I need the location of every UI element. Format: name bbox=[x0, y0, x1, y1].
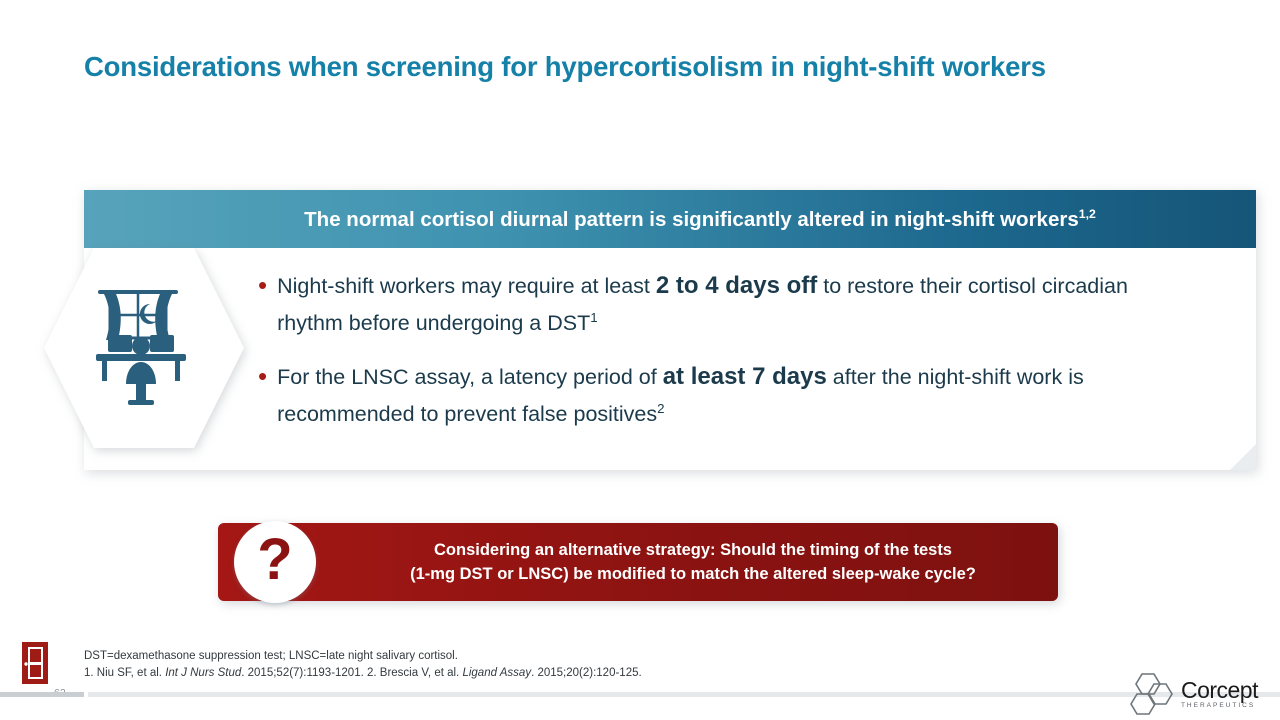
corcept-logo bbox=[1129, 672, 1258, 716]
question-banner bbox=[218, 523, 1058, 601]
card-header-text: The normal cortisol diurnal pattern is significantly altered in night-shift workers$^{1,2}$ bbox=[304, 206, 1096, 231]
bullet-emphasis: 2 to 4 days off bbox=[655, 272, 818, 299]
night-shift-worker-icon bbox=[44, 248, 244, 448]
footnotes bbox=[84, 648, 984, 682]
abbreviations-line: DST=dexamethasone suppression test; LNSC=late night salivary cortisol. bbox=[84, 650, 458, 662]
bullet-superscript: 1 bbox=[590, 310, 598, 325]
bullet-text: For the LNSC assay, a latency period of at least 7 days after the night-shift work is recommended to prevent false positives$^2$ bbox=[277, 363, 1084, 427]
card-header-superscript: 1,2 bbox=[1078, 206, 1096, 221]
logo-text bbox=[1180, 676, 1258, 710]
page-title: Considerations when screening for hypercortisolism in night-shift workers bbox=[84, 51, 1046, 82]
card-folded-corner bbox=[1230, 444, 1256, 470]
hexagon-logo-icon bbox=[1129, 673, 1177, 715]
bullet-list bbox=[258, 270, 1198, 452]
door-icon bbox=[16, 640, 56, 686]
reference-journal-1: Int J Nurs Stud bbox=[165, 667, 242, 679]
question-banner-text: Considering an alternative strategy: Should the timing of the tests (1-mg DST or LNSC) be modified to match the altered sleep-wake cycle? bbox=[410, 541, 976, 583]
bullet-emphasis: at least 7 days bbox=[662, 363, 827, 391]
question-mark-icon bbox=[234, 521, 316, 603]
hexagon-badge bbox=[44, 248, 244, 448]
bullet-superscript: 2 bbox=[657, 401, 665, 417]
footer-strip-left bbox=[0, 692, 84, 697]
bullet-dot-icon: • bbox=[258, 270, 268, 300]
card-header-band bbox=[84, 190, 1256, 248]
bullet-dot-icon: • bbox=[258, 361, 268, 392]
reference-journal-2: Ligand Assay bbox=[462, 667, 532, 679]
list-item bbox=[258, 361, 1198, 430]
question-mark-glyph: ? bbox=[257, 527, 293, 592]
references-line: 1. Niu SF, et al. Int J Nurs Stud. 2015;52(7):1193-1201. 2. Brescia V, et al. Ligand Assay. 2015;20(2):120-125. bbox=[84, 667, 642, 679]
footer-strip-right bbox=[88, 692, 1280, 697]
bullet-text: Night-shift workers may require at least 2 to 4 days off to restore their cortisol circadian rhythm before undergoing a DST$^1$ bbox=[277, 272, 1128, 336]
logo-name: Corcept bbox=[1180, 676, 1258, 703]
list-item bbox=[258, 270, 1198, 339]
logo-subtitle: THERAPEUTICS bbox=[1180, 701, 1256, 709]
